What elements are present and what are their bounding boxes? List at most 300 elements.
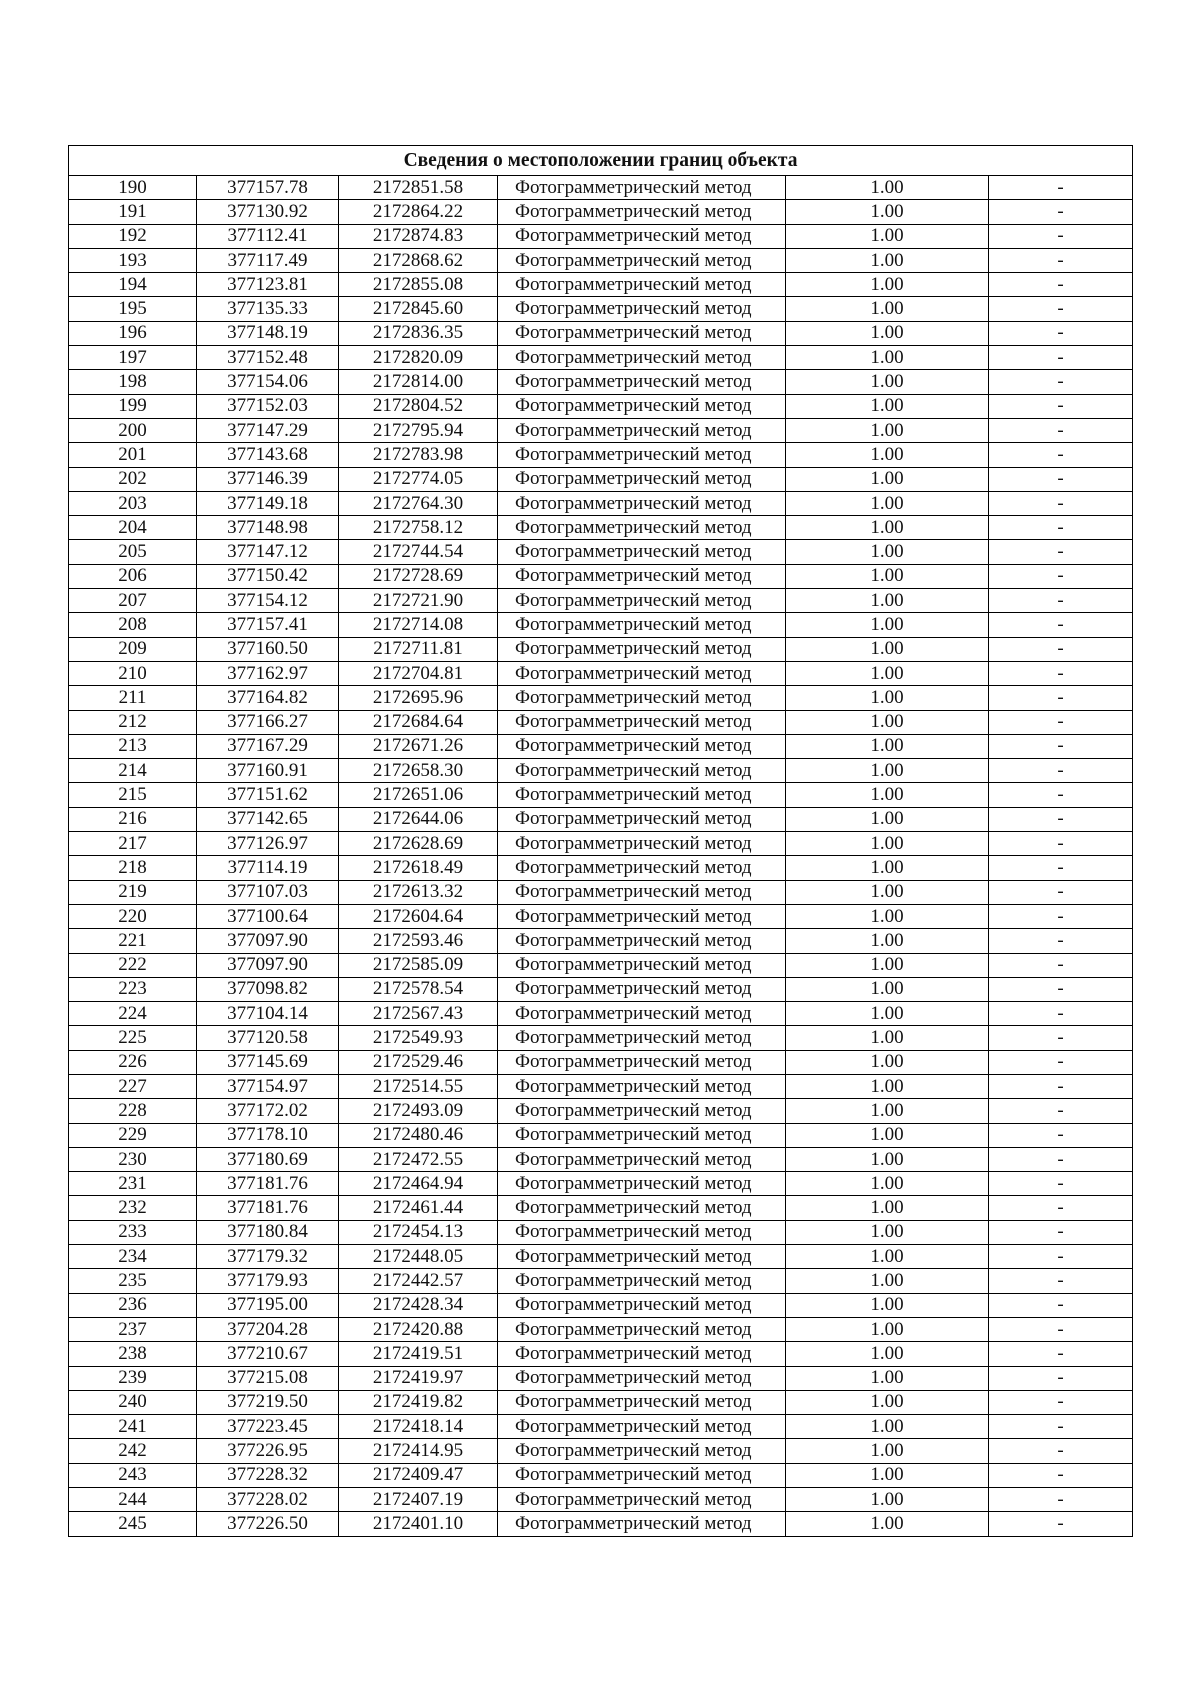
table-row: [69, 1026, 1133, 1050]
y-coordinate-cell: 2172651.06: [339, 783, 498, 807]
table-row: [69, 1390, 1133, 1414]
point-number-cell: 216: [69, 807, 197, 831]
method-cell: Фотограмметрический метод: [498, 1220, 786, 1244]
y-coordinate-cell: 2172714.08: [339, 613, 498, 637]
point-number-cell: 228: [69, 1099, 197, 1123]
x-coordinate-cell: 377152.03: [197, 394, 339, 418]
accuracy-cell: 1.00: [786, 297, 989, 321]
method-cell: Фотограмметрический метод: [498, 589, 786, 613]
x-coordinate-cell: 377097.90: [197, 929, 339, 953]
y-coordinate-cell: 2172774.05: [339, 467, 498, 491]
method-cell: Фотограмметрический метод: [498, 613, 786, 637]
accuracy-cell: 1.00: [786, 904, 989, 928]
method-cell: Фотограмметрический метод: [498, 661, 786, 685]
description-cell: -: [989, 1366, 1133, 1390]
y-coordinate-cell: 2172414.95: [339, 1439, 498, 1463]
accuracy-cell: 1.00: [786, 637, 989, 661]
method-cell: Фотограмметрический метод: [498, 856, 786, 880]
point-number-cell: 235: [69, 1269, 197, 1293]
x-coordinate-cell: 377179.93: [197, 1269, 339, 1293]
table-row: [69, 880, 1133, 904]
point-number-cell: 242: [69, 1439, 197, 1463]
accuracy-cell: 1.00: [786, 759, 989, 783]
method-cell: Фотограмметрический метод: [498, 710, 786, 734]
table-row: [69, 200, 1133, 224]
point-number-cell: 215: [69, 783, 197, 807]
y-coordinate-cell: 2172671.26: [339, 734, 498, 758]
y-coordinate-cell: 2172464.94: [339, 1172, 498, 1196]
x-coordinate-cell: 377152.48: [197, 346, 339, 370]
point-number-cell: 199: [69, 394, 197, 418]
y-coordinate-cell: 2172529.46: [339, 1050, 498, 1074]
method-cell: Фотограмметрический метод: [498, 321, 786, 345]
method-cell: Фотограмметрический метод: [498, 953, 786, 977]
x-coordinate-cell: 377195.00: [197, 1293, 339, 1317]
method-cell: Фотограмметрический метод: [498, 418, 786, 442]
description-cell: -: [989, 734, 1133, 758]
x-coordinate-cell: 377180.69: [197, 1147, 339, 1171]
accuracy-cell: 1.00: [786, 1172, 989, 1196]
description-cell: -: [989, 370, 1133, 394]
description-cell: -: [989, 1342, 1133, 1366]
table-row: [69, 491, 1133, 515]
description-cell: -: [989, 1002, 1133, 1026]
method-cell: Фотограмметрический метод: [498, 1488, 786, 1512]
x-coordinate-cell: 377219.50: [197, 1390, 339, 1414]
y-coordinate-cell: 2172721.90: [339, 589, 498, 613]
point-number-cell: 201: [69, 443, 197, 467]
y-coordinate-cell: 2172407.19: [339, 1488, 498, 1512]
description-cell: -: [989, 1220, 1133, 1244]
x-coordinate-cell: 377114.19: [197, 856, 339, 880]
method-cell: Фотограмметрический метод: [498, 1317, 786, 1341]
point-number-cell: 238: [69, 1342, 197, 1366]
method-cell: Фотограмметрический метод: [498, 637, 786, 661]
accuracy-cell: 1.00: [786, 370, 989, 394]
table-row: [69, 783, 1133, 807]
x-coordinate-cell: 377181.76: [197, 1196, 339, 1220]
point-number-cell: 232: [69, 1196, 197, 1220]
method-cell: Фотограмметрический метод: [498, 1245, 786, 1269]
description-cell: -: [989, 516, 1133, 540]
y-coordinate-cell: 2172855.08: [339, 273, 498, 297]
y-coordinate-cell: 2172442.57: [339, 1269, 498, 1293]
accuracy-cell: 1.00: [786, 1269, 989, 1293]
accuracy-cell: 1.00: [786, 1439, 989, 1463]
description-cell: -: [989, 297, 1133, 321]
x-coordinate-cell: 377143.68: [197, 443, 339, 467]
x-coordinate-cell: 377178.10: [197, 1123, 339, 1147]
method-cell: Фотограмметрический метод: [498, 200, 786, 224]
accuracy-cell: 1.00: [786, 394, 989, 418]
table-row: [69, 832, 1133, 856]
y-coordinate-cell: 2172795.94: [339, 418, 498, 442]
description-cell: -: [989, 661, 1133, 685]
point-number-cell: 245: [69, 1512, 197, 1536]
method-cell: Фотограмметрический метод: [498, 880, 786, 904]
y-coordinate-cell: 2172644.06: [339, 807, 498, 831]
accuracy-cell: 1.00: [786, 1050, 989, 1074]
accuracy-cell: 1.00: [786, 1099, 989, 1123]
description-cell: -: [989, 346, 1133, 370]
method-cell: Фотограмметрический метод: [498, 1147, 786, 1171]
y-coordinate-cell: 2172409.47: [339, 1463, 498, 1487]
x-coordinate-cell: 377204.28: [197, 1317, 339, 1341]
accuracy-cell: 1.00: [786, 832, 989, 856]
table-row: [69, 807, 1133, 831]
table-row: [69, 248, 1133, 272]
table-row: [69, 1293, 1133, 1317]
accuracy-cell: 1.00: [786, 880, 989, 904]
description-cell: -: [989, 1317, 1133, 1341]
table-row: [69, 1002, 1133, 1026]
x-coordinate-cell: 377123.81: [197, 273, 339, 297]
point-number-cell: 217: [69, 832, 197, 856]
accuracy-cell: 1.00: [786, 613, 989, 637]
y-coordinate-cell: 2172711.81: [339, 637, 498, 661]
method-cell: Фотограмметрический метод: [498, 1002, 786, 1026]
table-title: Сведения о местоположении границ объекта: [69, 146, 1133, 176]
accuracy-cell: 1.00: [786, 953, 989, 977]
accuracy-cell: 1.00: [786, 443, 989, 467]
y-coordinate-cell: 2172658.30: [339, 759, 498, 783]
accuracy-cell: 1.00: [786, 1463, 989, 1487]
description-cell: -: [989, 1074, 1133, 1098]
point-number-cell: 237: [69, 1317, 197, 1341]
table-row: [69, 1050, 1133, 1074]
table-body: [69, 176, 1133, 1537]
x-coordinate-cell: 377098.82: [197, 977, 339, 1001]
table-row: [69, 613, 1133, 637]
accuracy-cell: 1.00: [786, 1415, 989, 1439]
table-row: [69, 1512, 1133, 1536]
method-cell: Фотограмметрический метод: [498, 759, 786, 783]
method-cell: Фотограмметрический метод: [498, 1050, 786, 1074]
y-coordinate-cell: 2172480.46: [339, 1123, 498, 1147]
point-number-cell: 212: [69, 710, 197, 734]
point-number-cell: 243: [69, 1463, 197, 1487]
table-row: [69, 1317, 1133, 1341]
method-cell: Фотограмметрический метод: [498, 1269, 786, 1293]
accuracy-cell: 1.00: [786, 977, 989, 1001]
x-coordinate-cell: 377126.97: [197, 832, 339, 856]
table-row: [69, 467, 1133, 491]
table-row: [69, 321, 1133, 345]
y-coordinate-cell: 2172401.10: [339, 1512, 498, 1536]
table-row: [69, 710, 1133, 734]
table-row: [69, 224, 1133, 248]
point-number-cell: 210: [69, 661, 197, 685]
point-number-cell: 224: [69, 1002, 197, 1026]
point-number-cell: 221: [69, 929, 197, 953]
y-coordinate-cell: 2172454.13: [339, 1220, 498, 1244]
point-number-cell: 204: [69, 516, 197, 540]
y-coordinate-cell: 2172874.83: [339, 224, 498, 248]
point-number-cell: 219: [69, 880, 197, 904]
y-coordinate-cell: 2172604.64: [339, 904, 498, 928]
accuracy-cell: 1.00: [786, 273, 989, 297]
boundary-coordinates-table: [68, 145, 1133, 1537]
y-coordinate-cell: 2172864.22: [339, 200, 498, 224]
method-cell: Фотограмметрический метод: [498, 1463, 786, 1487]
point-number-cell: 195: [69, 297, 197, 321]
method-cell: Фотограмметрический метод: [498, 176, 786, 200]
method-cell: Фотограмметрический метод: [498, 467, 786, 491]
x-coordinate-cell: 377154.12: [197, 589, 339, 613]
method-cell: Фотограмметрический метод: [498, 248, 786, 272]
x-coordinate-cell: 377117.49: [197, 248, 339, 272]
x-coordinate-cell: 377160.91: [197, 759, 339, 783]
table-row: [69, 297, 1133, 321]
table-row: [69, 564, 1133, 588]
method-cell: Фотограмметрический метод: [498, 297, 786, 321]
y-coordinate-cell: 2172428.34: [339, 1293, 498, 1317]
accuracy-cell: 1.00: [786, 1026, 989, 1050]
method-cell: Фотограмметрический метод: [498, 1390, 786, 1414]
x-coordinate-cell: 377104.14: [197, 1002, 339, 1026]
table-row: [69, 346, 1133, 370]
point-number-cell: 194: [69, 273, 197, 297]
y-coordinate-cell: 2172420.88: [339, 1317, 498, 1341]
accuracy-cell: 1.00: [786, 661, 989, 685]
point-number-cell: 211: [69, 686, 197, 710]
table-row: [69, 1074, 1133, 1098]
x-coordinate-cell: 377112.41: [197, 224, 339, 248]
table-row: [69, 1123, 1133, 1147]
description-cell: -: [989, 1512, 1133, 1536]
point-number-cell: 222: [69, 953, 197, 977]
table-row: [69, 904, 1133, 928]
accuracy-cell: 1.00: [786, 1317, 989, 1341]
accuracy-cell: 1.00: [786, 1293, 989, 1317]
table-row: [69, 856, 1133, 880]
x-coordinate-cell: 377226.95: [197, 1439, 339, 1463]
method-cell: Фотограмметрический метод: [498, 1366, 786, 1390]
accuracy-cell: 1.00: [786, 491, 989, 515]
accuracy-cell: 1.00: [786, 418, 989, 442]
description-cell: -: [989, 1488, 1133, 1512]
table-row: [69, 443, 1133, 467]
method-cell: Фотограмметрический метод: [498, 783, 786, 807]
method-cell: Фотограмметрический метод: [498, 1439, 786, 1463]
table-row: [69, 394, 1133, 418]
method-cell: Фотограмметрический метод: [498, 1512, 786, 1536]
method-cell: Фотограмметрический метод: [498, 516, 786, 540]
method-cell: Фотограмметрический метод: [498, 443, 786, 467]
description-cell: -: [989, 1026, 1133, 1050]
method-cell: Фотограмметрический метод: [498, 1123, 786, 1147]
accuracy-cell: 1.00: [786, 540, 989, 564]
accuracy-cell: 1.00: [786, 1488, 989, 1512]
y-coordinate-cell: 2172549.93: [339, 1026, 498, 1050]
x-coordinate-cell: 377154.06: [197, 370, 339, 394]
table-row: [69, 1220, 1133, 1244]
y-coordinate-cell: 2172758.12: [339, 516, 498, 540]
x-coordinate-cell: 377162.97: [197, 661, 339, 685]
description-cell: -: [989, 1269, 1133, 1293]
method-cell: Фотограмметрический метод: [498, 224, 786, 248]
y-coordinate-cell: 2172845.60: [339, 297, 498, 321]
accuracy-cell: 1.00: [786, 1123, 989, 1147]
accuracy-cell: 1.00: [786, 516, 989, 540]
point-number-cell: 202: [69, 467, 197, 491]
method-cell: Фотограмметрический метод: [498, 1342, 786, 1366]
table-row: [69, 929, 1133, 953]
description-cell: -: [989, 832, 1133, 856]
accuracy-cell: 1.00: [786, 1147, 989, 1171]
method-cell: Фотограмметрический метод: [498, 564, 786, 588]
accuracy-cell: 1.00: [786, 1074, 989, 1098]
accuracy-cell: 1.00: [786, 467, 989, 491]
y-coordinate-cell: 2172836.35: [339, 321, 498, 345]
table-row: [69, 734, 1133, 758]
method-cell: Фотограмметрический метод: [498, 686, 786, 710]
description-cell: -: [989, 953, 1133, 977]
x-coordinate-cell: 377151.62: [197, 783, 339, 807]
x-coordinate-cell: 377148.19: [197, 321, 339, 345]
x-coordinate-cell: 377130.92: [197, 200, 339, 224]
method-cell: Фотограмметрический метод: [498, 1196, 786, 1220]
accuracy-cell: 1.00: [786, 200, 989, 224]
x-coordinate-cell: 377157.78: [197, 176, 339, 200]
accuracy-cell: 1.00: [786, 929, 989, 953]
point-number-cell: 213: [69, 734, 197, 758]
x-coordinate-cell: 377147.12: [197, 540, 339, 564]
x-coordinate-cell: 377146.39: [197, 467, 339, 491]
table-row: [69, 661, 1133, 685]
table-row: [69, 1147, 1133, 1171]
description-cell: -: [989, 904, 1133, 928]
point-number-cell: 239: [69, 1366, 197, 1390]
method-cell: Фотограмметрический метод: [498, 807, 786, 831]
point-number-cell: 200: [69, 418, 197, 442]
table-row: [69, 370, 1133, 394]
accuracy-cell: 1.00: [786, 1512, 989, 1536]
table-title-row: [69, 146, 1133, 176]
y-coordinate-cell: 2172472.55: [339, 1147, 498, 1171]
table-row: [69, 1463, 1133, 1487]
x-coordinate-cell: 377210.67: [197, 1342, 339, 1366]
method-cell: Фотограмметрический метод: [498, 491, 786, 515]
method-cell: Фотограмметрический метод: [498, 370, 786, 394]
point-number-cell: 236: [69, 1293, 197, 1317]
description-cell: -: [989, 1172, 1133, 1196]
table-row: [69, 589, 1133, 613]
description-cell: -: [989, 273, 1133, 297]
description-cell: -: [989, 856, 1133, 880]
x-coordinate-cell: 377180.84: [197, 1220, 339, 1244]
description-cell: -: [989, 1439, 1133, 1463]
y-coordinate-cell: 2172684.64: [339, 710, 498, 734]
x-coordinate-cell: 377166.27: [197, 710, 339, 734]
point-number-cell: 192: [69, 224, 197, 248]
y-coordinate-cell: 2172419.51: [339, 1342, 498, 1366]
accuracy-cell: 1.00: [786, 1245, 989, 1269]
y-coordinate-cell: 2172868.62: [339, 248, 498, 272]
x-coordinate-cell: 377107.03: [197, 880, 339, 904]
table-row: [69, 1342, 1133, 1366]
point-number-cell: 233: [69, 1220, 197, 1244]
method-cell: Фотограмметрический метод: [498, 1026, 786, 1050]
table-row: [69, 637, 1133, 661]
x-coordinate-cell: 377223.45: [197, 1415, 339, 1439]
description-cell: -: [989, 880, 1133, 904]
accuracy-cell: 1.00: [786, 686, 989, 710]
description-cell: -: [989, 759, 1133, 783]
point-number-cell: 207: [69, 589, 197, 613]
x-coordinate-cell: 377147.29: [197, 418, 339, 442]
description-cell: -: [989, 1099, 1133, 1123]
point-number-cell: 214: [69, 759, 197, 783]
x-coordinate-cell: 377172.02: [197, 1099, 339, 1123]
description-cell: -: [989, 467, 1133, 491]
x-coordinate-cell: 377135.33: [197, 297, 339, 321]
y-coordinate-cell: 2172419.82: [339, 1390, 498, 1414]
point-number-cell: 190: [69, 176, 197, 200]
x-coordinate-cell: 377160.50: [197, 637, 339, 661]
description-cell: -: [989, 443, 1133, 467]
accuracy-cell: 1.00: [786, 589, 989, 613]
description-cell: -: [989, 176, 1133, 200]
accuracy-cell: 1.00: [786, 321, 989, 345]
point-number-cell: 230: [69, 1147, 197, 1171]
description-cell: -: [989, 613, 1133, 637]
description-cell: -: [989, 710, 1133, 734]
description-cell: -: [989, 807, 1133, 831]
y-coordinate-cell: 2172418.14: [339, 1415, 498, 1439]
y-coordinate-cell: 2172628.69: [339, 832, 498, 856]
point-number-cell: 231: [69, 1172, 197, 1196]
table-row: [69, 1415, 1133, 1439]
table-row: [69, 1196, 1133, 1220]
x-coordinate-cell: 377097.90: [197, 953, 339, 977]
description-cell: -: [989, 977, 1133, 1001]
table-row: [69, 273, 1133, 297]
x-coordinate-cell: 377226.50: [197, 1512, 339, 1536]
x-coordinate-cell: 377228.32: [197, 1463, 339, 1487]
y-coordinate-cell: 2172851.58: [339, 176, 498, 200]
y-coordinate-cell: 2172493.09: [339, 1099, 498, 1123]
point-number-cell: 198: [69, 370, 197, 394]
description-cell: -: [989, 1293, 1133, 1317]
y-coordinate-cell: 2172578.54: [339, 977, 498, 1001]
y-coordinate-cell: 2172613.32: [339, 880, 498, 904]
method-cell: Фотограмметрический метод: [498, 929, 786, 953]
description-cell: -: [989, 1147, 1133, 1171]
method-cell: Фотограмметрический метод: [498, 346, 786, 370]
table-row: [69, 418, 1133, 442]
description-cell: -: [989, 491, 1133, 515]
point-number-cell: 220: [69, 904, 197, 928]
point-number-cell: 218: [69, 856, 197, 880]
point-number-cell: 240: [69, 1390, 197, 1414]
description-cell: -: [989, 929, 1133, 953]
point-number-cell: 206: [69, 564, 197, 588]
description-cell: -: [989, 1245, 1133, 1269]
point-number-cell: 234: [69, 1245, 197, 1269]
point-number-cell: 193: [69, 248, 197, 272]
table-row: [69, 1439, 1133, 1463]
point-number-cell: 197: [69, 346, 197, 370]
table-row: [69, 1245, 1133, 1269]
point-number-cell: 241: [69, 1415, 197, 1439]
method-cell: Фотограмметрический метод: [498, 832, 786, 856]
method-cell: Фотограмметрический метод: [498, 1074, 786, 1098]
description-cell: -: [989, 783, 1133, 807]
accuracy-cell: 1.00: [786, 248, 989, 272]
point-number-cell: 203: [69, 491, 197, 515]
point-number-cell: 229: [69, 1123, 197, 1147]
